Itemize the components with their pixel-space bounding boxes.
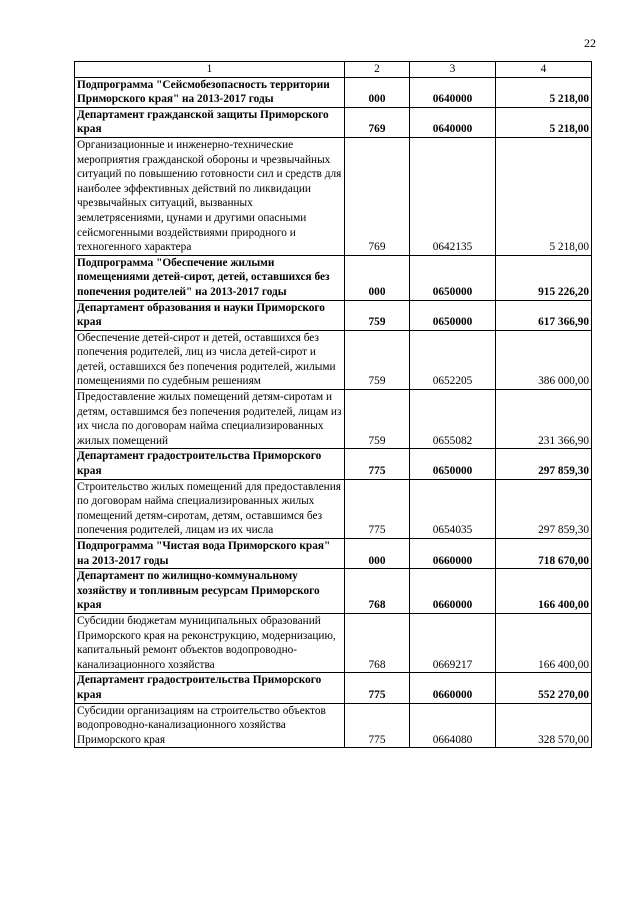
row-name: Предоставление жилых помещений детям-сиротам и детям, оставшимся без попечения родителей, лицам из их числа по договорам найма специализированных жилых помещений — [75, 390, 345, 449]
row-amount: 617 366,90 — [496, 300, 592, 330]
column-header-3: 3 — [410, 62, 496, 78]
row-amount: 297 859,30 — [496, 449, 592, 479]
column-header-4: 4 — [496, 62, 592, 78]
column-header-2: 2 — [345, 62, 410, 78]
table-header-row — [75, 62, 592, 78]
row-amount: 297 859,30 — [496, 479, 592, 538]
row-amount: 386 000,00 — [496, 330, 592, 389]
row-target: 0655082 — [410, 390, 496, 449]
row-amount: 915 226,20 — [496, 255, 592, 300]
row-amount: 552 270,00 — [496, 673, 592, 703]
row-name: Субсидии бюджетам муниципальных образований Приморского края на реконструкцию, модернизацию, капитальный ремонт объектов водопроводно-канализационного хозяйства — [75, 613, 345, 672]
row-target: 0640000 — [410, 107, 496, 137]
row-target: 0654035 — [410, 479, 496, 538]
table-row — [75, 449, 592, 479]
table-row — [75, 255, 592, 300]
row-amount: 5 218,00 — [496, 107, 592, 137]
row-target: 0650000 — [410, 300, 496, 330]
row-target: 0652205 — [410, 330, 496, 389]
table-row — [75, 613, 592, 672]
row-code: 759 — [345, 330, 410, 389]
row-target: 0660000 — [410, 539, 496, 569]
table-row — [75, 300, 592, 330]
row-name: Субсидии организациям на строительство объектов водопроводно-канализационного хозяйства Приморского края — [75, 703, 345, 748]
row-name: Обеспечение детей-сирот и детей, оставшихся без попечения родителей, лиц из числа детей-сирот и детей, оставшихся без попечения родителей, жилыми помещениями по судебным решениям — [75, 330, 345, 389]
column-header-1: 1 — [75, 62, 345, 78]
row-amount: 5 218,00 — [496, 137, 592, 255]
row-code: 768 — [345, 613, 410, 672]
table-row — [75, 77, 592, 107]
row-code: 759 — [345, 300, 410, 330]
row-name: Подпрограмма "Сейсмобезопасность территории Приморского края" на 2013-2017 годы — [75, 77, 345, 107]
table-row — [75, 539, 592, 569]
row-target: 0650000 — [410, 449, 496, 479]
row-name: Департамент гражданской защиты Приморского края — [75, 107, 345, 137]
row-name: Организационные и инженерно-технические мероприятия гражданской обороны и чрезвычайных ситуаций по повышению готовности сил и средств для наиболее эффективных действий по ликвидации чрезвычайных ситуаций, вызванных землетрясениями, цунами и другими опасными сейсмогенными воздействиями природного и техногенного характера — [75, 137, 345, 255]
table-row — [75, 673, 592, 703]
row-code: 775 — [345, 673, 410, 703]
row-code: 769 — [345, 107, 410, 137]
row-name: Департамент образования и науки Приморского края — [75, 300, 345, 330]
page-number: 22 — [584, 36, 596, 50]
row-name: Департамент по жилищно-коммунальному хозяйству и топливным ресурсам Приморского края — [75, 569, 345, 614]
row-target: 0640000 — [410, 77, 496, 107]
table-row — [75, 569, 592, 614]
row-name: Подпрограмма "Чистая вода Приморского края" на 2013-2017 годы — [75, 539, 345, 569]
row-code: 775 — [345, 479, 410, 538]
row-code: 775 — [345, 449, 410, 479]
row-amount: 5 218,00 — [496, 77, 592, 107]
row-name: Строительство жилых помещений для предоставления по договорам найма специализированных жилых помещений детям-сиротам, детям, оставшимся без попечения родителей, лицам из их числа — [75, 479, 345, 538]
row-target: 0660000 — [410, 569, 496, 614]
row-code: 000 — [345, 539, 410, 569]
table-row — [75, 390, 592, 449]
budget-table — [74, 61, 592, 748]
row-name: Департамент градостроительства Приморского края — [75, 673, 345, 703]
row-code: 000 — [345, 77, 410, 107]
row-name: Подпрограмма "Обеспечение жилыми помещениями детей-сирот, детей, оставшихся без попечения родителей" на 2013-2017 годы — [75, 255, 345, 300]
table-row — [75, 107, 592, 137]
table-row — [75, 137, 592, 255]
row-code: 000 — [345, 255, 410, 300]
row-amount: 231 366,90 — [496, 390, 592, 449]
row-code: 768 — [345, 569, 410, 614]
row-amount: 718 670,00 — [496, 539, 592, 569]
row-name: Департамент градостроительства Приморского края — [75, 449, 345, 479]
row-target: 0669217 — [410, 613, 496, 672]
row-code: 769 — [345, 137, 410, 255]
row-code: 759 — [345, 390, 410, 449]
row-code: 775 — [345, 703, 410, 748]
row-amount: 166 400,00 — [496, 613, 592, 672]
row-target: 0650000 — [410, 255, 496, 300]
table-row — [75, 479, 592, 538]
row-amount: 328 570,00 — [496, 703, 592, 748]
table-row — [75, 703, 592, 748]
row-target: 0664080 — [410, 703, 496, 748]
row-target: 0642135 — [410, 137, 496, 255]
row-amount: 166 400,00 — [496, 569, 592, 614]
table-row — [75, 330, 592, 389]
row-target: 0660000 — [410, 673, 496, 703]
